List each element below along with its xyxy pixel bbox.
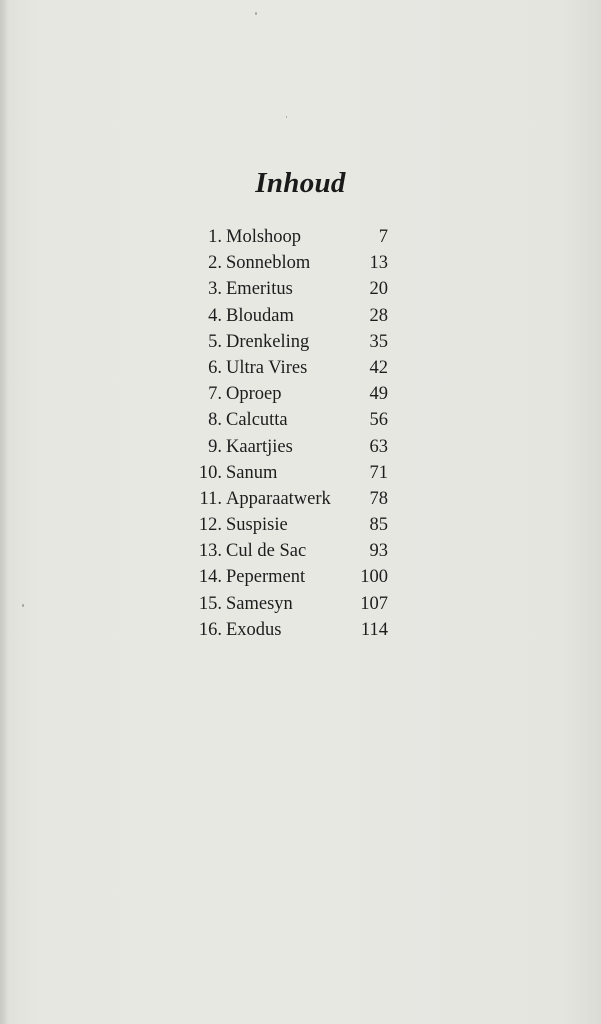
toc-entry-page-number: 107 xyxy=(360,593,388,614)
toc-entry xyxy=(188,224,392,250)
toc-entry-title: Bloudam xyxy=(226,305,294,326)
toc-entry-page-number: 100 xyxy=(360,567,388,588)
toc-entry xyxy=(188,564,392,590)
toc-entry xyxy=(188,460,392,486)
toc-entry-title: Sonneblom xyxy=(226,253,311,274)
toc-entry-page-number: 13 xyxy=(369,253,388,274)
toc-entry-number: 2. xyxy=(208,253,222,274)
toc-entry-number: 4. xyxy=(208,305,222,326)
toc-entry xyxy=(188,407,392,433)
paper-speck xyxy=(22,604,24,607)
toc-entry-title: Suspisie xyxy=(226,515,288,536)
toc-entry-page-number: 20 xyxy=(369,279,388,300)
toc-entry-page-number: 42 xyxy=(369,357,388,378)
toc-entry-title: Drenkeling xyxy=(226,331,310,352)
toc-entry-page-number: 28 xyxy=(369,305,388,326)
toc-entry-title: Emeritus xyxy=(226,279,293,300)
paper-speck xyxy=(255,12,257,15)
toc-entry-number: 15. xyxy=(198,593,222,614)
toc-entry-page-number: 49 xyxy=(369,384,388,405)
paper-speck xyxy=(286,116,287,118)
page-title: Inhoud xyxy=(255,167,346,200)
toc-entry-page-number: 114 xyxy=(360,619,388,640)
toc-entry-title: Oproep xyxy=(226,384,282,405)
toc-entry-title: Apparaatwerk xyxy=(226,488,331,509)
toc-entry-page-number: 7 xyxy=(378,227,388,247)
toc-entry xyxy=(188,591,392,617)
toc-entry-title: Samesyn xyxy=(226,593,293,614)
toc-entry xyxy=(188,434,392,460)
toc-entry xyxy=(188,250,392,276)
toc-entry-page-number: 93 xyxy=(369,541,388,562)
toc-entry-number: 12. xyxy=(198,515,222,536)
toc-entry-number: 9. xyxy=(208,436,222,457)
toc-entry-title: Sanum xyxy=(226,462,278,483)
toc-entry-number: 13. xyxy=(198,541,222,562)
toc-entry-page-number: 63 xyxy=(369,436,388,457)
toc-entry-title: Peperment xyxy=(226,567,306,588)
toc-entry-number: 10. xyxy=(198,462,222,483)
toc-entry-page-number: 85 xyxy=(369,515,388,536)
toc-entry-number: 14. xyxy=(198,567,222,588)
toc-entry-number: 1. xyxy=(208,227,222,247)
toc-entry xyxy=(188,329,392,355)
toc-entry-number: 16. xyxy=(198,619,222,640)
gutter-shadow xyxy=(0,0,8,1024)
toc-entry-number: 11. xyxy=(199,488,222,509)
toc-entry-page-number: 71 xyxy=(369,462,388,483)
toc-entry xyxy=(188,303,392,329)
toc-entry xyxy=(188,381,392,407)
toc-entry-title: Cul de Sac xyxy=(226,541,307,562)
table-of-contents xyxy=(188,224,392,643)
toc-entry-number: 7. xyxy=(208,384,222,405)
toc-entry-number: 8. xyxy=(208,410,222,431)
toc-entry-number: 6. xyxy=(208,357,222,378)
toc-entry-page-number: 35 xyxy=(369,331,388,352)
toc-entry-title: Calcutta xyxy=(226,410,288,431)
toc-entry-title: Kaartjies xyxy=(226,436,293,457)
toc-entry xyxy=(188,355,392,381)
toc-entry-title: Ultra Vires xyxy=(226,357,308,378)
toc-entry-title: Exodus xyxy=(226,619,282,640)
toc-entry xyxy=(188,512,392,538)
toc-entry-page-number: 78 xyxy=(369,488,388,509)
toc-entry-number: 5. xyxy=(208,331,222,352)
toc-entry-number: 3. xyxy=(208,279,222,300)
toc-entry xyxy=(188,486,392,512)
toc-entry xyxy=(188,276,392,302)
toc-entry xyxy=(188,538,392,564)
toc-entry xyxy=(188,617,392,643)
toc-entry-title: Molshoop xyxy=(226,227,302,247)
toc-entry-page-number: 56 xyxy=(369,410,388,431)
